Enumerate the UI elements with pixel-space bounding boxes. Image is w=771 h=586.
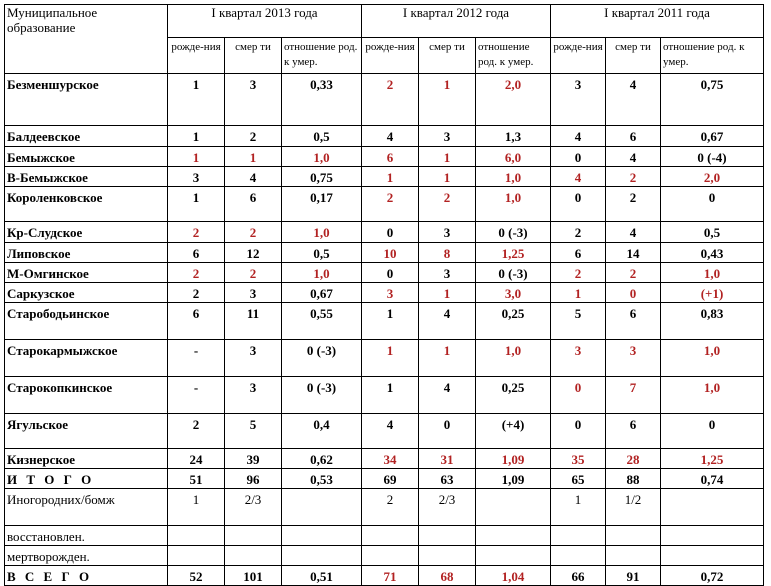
table-cell: 1 (168, 147, 225, 167)
table-cell: 3 (419, 126, 476, 147)
table-cell: 0,72 (661, 566, 764, 586)
table-cell: 0,74 (661, 469, 764, 489)
table-cell: 24 (168, 449, 225, 469)
table-cell: 0,5 (661, 222, 764, 243)
table-cell: 5 (551, 303, 606, 340)
table-cell: 3 (419, 222, 476, 243)
table-cell: 3 (551, 340, 606, 377)
table-cell: 68 (419, 566, 476, 586)
table-cell: 3 (225, 340, 282, 377)
table-cell: 1,0 (282, 222, 362, 243)
table-cell (362, 546, 419, 566)
table-cell: 2,0 (476, 74, 551, 126)
table-cell: 0,25 (476, 377, 551, 414)
table-cell: 0 (551, 377, 606, 414)
table-cell: 1 (362, 167, 419, 187)
table-cell: 0 (606, 283, 661, 303)
table-cell (661, 546, 764, 566)
table-cell: 34 (362, 449, 419, 469)
table-row (5, 263, 764, 283)
table-cell: 1,25 (661, 449, 764, 469)
table-cell: 51 (168, 469, 225, 489)
table-row (5, 414, 764, 449)
table-cell: 2 (225, 222, 282, 243)
table-cell: 4 (606, 222, 661, 243)
subheader-deaths-2011: смер ти (606, 38, 661, 74)
table-cell: 6 (362, 147, 419, 167)
table-cell: 1/2 (606, 489, 661, 526)
table-cell: 1 (362, 340, 419, 377)
table-cell (225, 546, 282, 566)
table-cell: 1,09 (476, 469, 551, 489)
table-cell: 2 (551, 222, 606, 243)
table-cell: 2 (168, 222, 225, 243)
table-cell: 2 (168, 263, 225, 283)
table-cell: 28 (606, 449, 661, 469)
table-cell: 4 (225, 167, 282, 187)
table-cell: 96 (225, 469, 282, 489)
table-row (5, 303, 764, 340)
table-cell: 1 (168, 489, 225, 526)
row-label: И Т О Г О (5, 469, 168, 489)
table-row (5, 222, 764, 243)
table-cell: 12 (225, 243, 282, 263)
column-header-period-2013: I квартал 2013 года (168, 5, 362, 38)
table-cell: 63 (419, 469, 476, 489)
row-label: Балдеевское (5, 126, 168, 147)
table-cell: 0,17 (282, 187, 362, 222)
table-cell: 0,75 (282, 167, 362, 187)
table-cell: 1 (168, 74, 225, 126)
row-label: Бемыжское (5, 147, 168, 167)
table-cell: 4 (362, 414, 419, 449)
table-cell: 2 (225, 126, 282, 147)
table-cell: 1,0 (476, 340, 551, 377)
table-cell: 0,25 (476, 303, 551, 340)
table-cell: 0 (551, 147, 606, 167)
table-cell: 0,33 (282, 74, 362, 126)
table-cell: 6 (551, 243, 606, 263)
table-cell: 4 (362, 126, 419, 147)
row-label: В С Е Г О (5, 566, 168, 586)
table-cell: 5 (225, 414, 282, 449)
table-row (5, 546, 764, 566)
table-cell: 1 (225, 147, 282, 167)
table-cell: 71 (362, 566, 419, 586)
table-cell: 2 (362, 74, 419, 126)
table-cell: 4 (551, 126, 606, 147)
row-label: Саркузское (5, 283, 168, 303)
table-cell: 39 (225, 449, 282, 469)
table-cell (476, 546, 551, 566)
table-cell: 1,04 (476, 566, 551, 586)
table-cell (168, 526, 225, 546)
table-cell: 4 (551, 167, 606, 187)
table-cell: 3 (225, 283, 282, 303)
table-cell: 0 (419, 414, 476, 449)
table-cell: 0 (-3) (476, 222, 551, 243)
table-cell (551, 526, 606, 546)
table-cell: 7 (606, 377, 661, 414)
column-header-municipality: Муниципальное образование (5, 5, 168, 74)
table-cell: 11 (225, 303, 282, 340)
row-label: Кизнерское (5, 449, 168, 469)
row-label: мертворожден. (5, 546, 168, 566)
table-cell (661, 526, 764, 546)
table-row (5, 283, 764, 303)
table-cell: 10 (362, 243, 419, 263)
column-header-period-2011: I квартал 2011 года (551, 5, 764, 38)
table-cell: 52 (168, 566, 225, 586)
table-cell (606, 546, 661, 566)
table-cell: 0 (551, 187, 606, 222)
row-label: Короленковское (5, 187, 168, 222)
table-cell: 3 (419, 263, 476, 283)
table-cell: 2/3 (419, 489, 476, 526)
table-cell: 101 (225, 566, 282, 586)
table-row (5, 449, 764, 469)
table-cell (282, 546, 362, 566)
table-row (5, 489, 764, 526)
table-cell: 0,67 (282, 283, 362, 303)
subheader-deaths-2013: смер ти (225, 38, 282, 74)
table-cell: 2,0 (661, 167, 764, 187)
table-cell: 0 (362, 222, 419, 243)
table-cell: 8 (419, 243, 476, 263)
table-cell: 1,3 (476, 126, 551, 147)
table-cell (606, 526, 661, 546)
table-cell: 3 (225, 377, 282, 414)
table-row (5, 147, 764, 167)
table-cell (419, 526, 476, 546)
table-cell: 66 (551, 566, 606, 586)
table-cell: 4 (419, 377, 476, 414)
table-cell (661, 489, 764, 526)
table-cell: 2 (606, 263, 661, 283)
table-cell (282, 489, 362, 526)
table-cell: 0,5 (282, 126, 362, 147)
column-header-period-2012: I квартал 2012 года (362, 5, 551, 38)
table-cell (551, 546, 606, 566)
table-cell: 2/3 (225, 489, 282, 526)
table-cell: 2 (606, 167, 661, 187)
table-cell: 1 (419, 147, 476, 167)
table-cell: 4 (606, 74, 661, 126)
row-label: Старободьинское (5, 303, 168, 340)
table-cell: 1 (168, 187, 225, 222)
table-cell: 88 (606, 469, 661, 489)
table-row (5, 566, 764, 586)
table-cell: 1,0 (661, 377, 764, 414)
subheader-births-2012: рожде-ния (362, 38, 419, 74)
table-cell: 1,0 (661, 340, 764, 377)
table-cell: 2 (606, 187, 661, 222)
table-cell: 35 (551, 449, 606, 469)
subheader-births-2013: рожде-ния (168, 38, 225, 74)
table-cell: 3 (551, 74, 606, 126)
table-row (5, 167, 764, 187)
table-cell: 2 (225, 263, 282, 283)
table-row (5, 126, 764, 147)
header-row-periods (5, 5, 764, 38)
demography-table (4, 4, 764, 586)
row-label: Липовское (5, 243, 168, 263)
table-cell: 3 (225, 74, 282, 126)
table-cell: - (168, 377, 225, 414)
table-cell: - (168, 340, 225, 377)
table-cell: 0 (-4) (661, 147, 764, 167)
table-cell (419, 546, 476, 566)
table-cell: 6 (606, 414, 661, 449)
table-cell: 1 (168, 126, 225, 147)
table-cell: 1,0 (282, 263, 362, 283)
table-cell: 1 (362, 303, 419, 340)
table-cell: 0,53 (282, 469, 362, 489)
table-cell: 0 (-3) (476, 263, 551, 283)
table-cell: 0 (661, 414, 764, 449)
table-cell: 0,83 (661, 303, 764, 340)
report-table-wrapper (4, 4, 764, 586)
table-cell: 1 (419, 167, 476, 187)
table-cell: 6,0 (476, 147, 551, 167)
table-cell: 6 (168, 243, 225, 263)
table-cell (225, 526, 282, 546)
subheader-deaths-2012: смер ти (419, 38, 476, 74)
table-row (5, 377, 764, 414)
table-cell: 1,0 (282, 147, 362, 167)
table-cell: 69 (362, 469, 419, 489)
subheader-ratio-2012: отношение род. к умер. (476, 38, 551, 74)
subheader-ratio-2011: отношение род. к умер. (661, 38, 764, 74)
table-row (5, 187, 764, 222)
table-cell: 2 (168, 283, 225, 303)
subheader-births-2011: рожде-ния (551, 38, 606, 74)
table-cell: 1,0 (476, 167, 551, 187)
table-cell: 3 (168, 167, 225, 187)
row-label: восстановлен. (5, 526, 168, 546)
table-row (5, 243, 764, 263)
table-cell: 65 (551, 469, 606, 489)
table-cell: 1 (362, 377, 419, 414)
table-cell: 2 (551, 263, 606, 283)
table-row (5, 469, 764, 489)
row-label: В-Бемыжское (5, 167, 168, 187)
table-cell (476, 526, 551, 546)
table-cell: 6 (225, 187, 282, 222)
table-cell: 0,51 (282, 566, 362, 586)
table-cell: 0 (661, 187, 764, 222)
table-cell: 3 (362, 283, 419, 303)
table-cell: 0,43 (661, 243, 764, 263)
table-cell: 1,0 (476, 187, 551, 222)
table-cell (476, 489, 551, 526)
table-cell: 14 (606, 243, 661, 263)
table-row (5, 340, 764, 377)
row-label: Кр-Слудское (5, 222, 168, 243)
table-cell: 1,25 (476, 243, 551, 263)
table-cell: 2 (362, 187, 419, 222)
table-cell: 0,62 (282, 449, 362, 469)
table-cell: 4 (606, 147, 661, 167)
table-cell: 3 (606, 340, 661, 377)
table-row (5, 526, 764, 546)
row-label: Иногородних/бомж (5, 489, 168, 526)
table-cell: 31 (419, 449, 476, 469)
table-cell: 0,75 (661, 74, 764, 126)
row-label: Старокопкинское (5, 377, 168, 414)
row-label: Ягульское (5, 414, 168, 449)
table-cell: 3,0 (476, 283, 551, 303)
table-cell: 0,55 (282, 303, 362, 340)
table-cell: 1 (419, 74, 476, 126)
table-cell: 6 (606, 303, 661, 340)
table-cell: 1,09 (476, 449, 551, 469)
table-cell: 1 (551, 489, 606, 526)
table-cell: 2 (168, 414, 225, 449)
row-label: Безменшурское (5, 74, 168, 126)
table-cell: (+1) (661, 283, 764, 303)
table-cell: 91 (606, 566, 661, 586)
table-cell: 0 (362, 263, 419, 283)
table-cell: 2 (419, 187, 476, 222)
table-cell: 0 (-3) (282, 340, 362, 377)
table-cell (362, 526, 419, 546)
table-cell (282, 526, 362, 546)
table-cell: 1 (419, 283, 476, 303)
table-cell: 0,5 (282, 243, 362, 263)
subheader-ratio-2013: отношение род. к умер. (282, 38, 362, 74)
table-cell: 1 (419, 340, 476, 377)
table-cell: (+4) (476, 414, 551, 449)
table-cell: 6 (606, 126, 661, 147)
table-cell: 0 (-3) (282, 377, 362, 414)
table-cell: 0,67 (661, 126, 764, 147)
table-cell (168, 546, 225, 566)
table-cell: 4 (419, 303, 476, 340)
table-cell: 1 (551, 283, 606, 303)
table-row (5, 74, 764, 126)
table-cell: 6 (168, 303, 225, 340)
table-cell: 0 (551, 414, 606, 449)
table-cell: 0,4 (282, 414, 362, 449)
table-cell: 2 (362, 489, 419, 526)
table-cell: 1,0 (661, 263, 764, 283)
row-label: Старокармыжское (5, 340, 168, 377)
row-label: М-Омгинское (5, 263, 168, 283)
